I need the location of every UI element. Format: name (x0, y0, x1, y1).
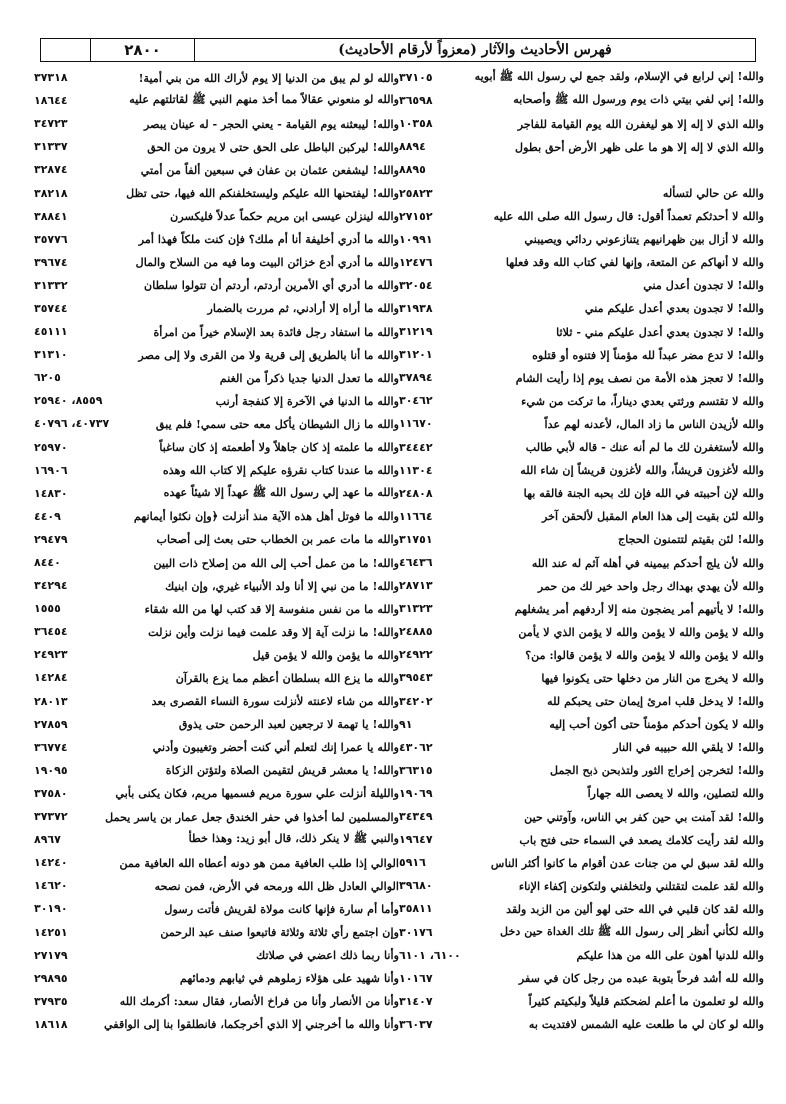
index-entry (399, 297, 764, 320)
index-entry (399, 412, 764, 435)
hadith-text: والله ما يؤمن والله لا يؤمن قيل (252, 647, 399, 662)
index-entry (399, 482, 764, 505)
hadith-number: ٣٨٢١٨ (34, 186, 68, 200)
index-entry (34, 528, 399, 551)
index-entry (34, 643, 399, 666)
page-title: فهرس الأحاديث والآثار (معزواً لأرقام الأحاديث) (338, 42, 612, 58)
hadith-text: والله ما من نفس منفوسة إلا قد كتب لها من الله شقاء (144, 601, 399, 616)
hadith-number: ١٦٩٠٦ (34, 463, 68, 477)
hadith-number: ٣٤٤٤٢ (399, 440, 433, 454)
hadith-number: ١٠٣٥٨ (399, 117, 433, 131)
index-entry (399, 251, 764, 274)
hadith-text: والله للدنيا أهون على الله من هذا عليكم (576, 948, 764, 963)
index-entry (399, 736, 764, 759)
hadith-number: ٢٧٨٥٩ (34, 717, 68, 731)
index-entry (34, 666, 399, 689)
hadith-text: والله ما تعدل الدنيا جديا ذكراً من الغنم (219, 370, 399, 385)
hadith-text: والله الذي لا إله إلا هو ما على ظهر الأرض أحق بطول (515, 139, 764, 154)
index-entry (399, 805, 764, 828)
hadith-text: والله! ليركبن الباطل على الحق حتى لا يرون من الحق (147, 139, 399, 154)
hadith-text: والله لا تقتسم ورثتي بعدي ديناراً، ما تركت من شيء (521, 393, 764, 408)
hadith-number: ٣١٤٠٧ (399, 994, 433, 1008)
header-empty-cell (41, 39, 91, 61)
hadith-number: ٣١٣٣٢ (34, 278, 68, 292)
index-entry (34, 251, 399, 274)
index-entry (399, 89, 764, 112)
hadith-number: ٢٤٨٨٥ (399, 625, 433, 639)
hadith-text: والله لو منعوني عقالاً مما أخذ منهم النبي ﷺ لقاتلتهم عليه (129, 92, 399, 107)
index-entry (399, 505, 764, 528)
index-entry (34, 736, 399, 759)
hadith-text: والله لو كان لي ما طلعت عليه الشمس لافتديت به (528, 1017, 764, 1032)
index-entry (399, 620, 764, 643)
index-entry (399, 181, 764, 204)
hadith-text: والله لو تعلمون ما أعلم لضحكتم قليلاً ولبكيتم كثيراً (528, 994, 764, 1009)
hadith-text: والله لو لم يبق من الدنيا إلا يوم لأراك الله من بني أمية! (138, 70, 399, 85)
hadith-number: ١٠١٦٧ (399, 971, 433, 985)
index-entry (399, 666, 764, 689)
index-entry (34, 828, 399, 851)
index-entry (399, 343, 764, 366)
hadith-number: ٣٧٣١٨ (34, 71, 68, 85)
index-entry (399, 713, 764, 736)
hadith-text: وأما أم سارة فإنها كانت مولاة لقريش فأتت رسول (164, 901, 399, 916)
index-entry (34, 990, 399, 1013)
hadith-text: والله لا أحدثكم تعمداً أقول: قال رسول الله صلى الله عليه (493, 209, 764, 224)
hadith-text: والله لقد رأيت كلامك يصعد في السماء حتى فتح باب (519, 832, 764, 847)
hadith-text: والله من شاء لاعنته لأنزلت سورة النساء القصرى بعد (151, 694, 399, 709)
index-entry (34, 874, 399, 897)
hadith-number: ١٤٢٨٤ (34, 671, 68, 685)
hadith-number: ٢٩٤٧٩ (34, 532, 68, 546)
hadith-text: وأنا شهيد على هؤلاء زملوهم في ثيابهم ودمائهم (179, 971, 399, 986)
hadith-text: والله! لا يدخل قلب امرئ إيمان حتى يحبكم لله (547, 694, 764, 709)
index-entry (34, 436, 399, 459)
hadith-number: ٤٠٧٣٧، ٤٠٧٩٦ (34, 417, 110, 431)
hadith-number: ١١٦٦٤ (399, 509, 433, 523)
hadith-text: والله! لا تجدون بعدي أعدل عليكم مني (584, 301, 764, 316)
index-entry (34, 89, 399, 112)
hadith-text: والله! لا تجدون بعدي أعدل عليكم مني - ثلاثا (556, 324, 764, 339)
index-entry (34, 112, 399, 135)
index-entry (399, 274, 764, 297)
index-entry (399, 528, 764, 551)
hadith-number: ٣٦٤٥٤ (34, 625, 68, 639)
hadith-number: ١٤٢٥١ (34, 925, 68, 939)
hadith-number: ٣٧١٠٥ (399, 71, 433, 85)
hadith-text: والله لا يؤمن والله لا يؤمن والله لا يؤمن قالوا: من؟ (525, 647, 764, 662)
hadith-text: والله! لا تدع مضر عبداً لله مؤمناً إلا فتنوه أو قتلوه (532, 347, 764, 362)
hadith-text: والله! لا يلقي الله حبيبه في النار (613, 740, 764, 755)
index-entry (399, 897, 764, 920)
hadith-text: والله لقد سبق لي من جنات عدن أقوام ما كانوا أكثر الناس (490, 855, 764, 870)
hadith-number: ٣٨٨٤١ (34, 209, 68, 223)
index-entry (34, 459, 399, 482)
index-entry (399, 643, 764, 666)
index-entry (399, 828, 764, 851)
hadith-number: ١٩٠٩٥ (34, 763, 68, 777)
index-entry (34, 690, 399, 713)
hadith-number: ٣٢٠٥٤ (399, 278, 433, 292)
hadith-number: ٣٩٥٤٣ (399, 671, 433, 685)
hadith-number: ٣٠١٩٠ (34, 902, 68, 916)
hadith-number: ٥٩١٦ (399, 856, 426, 870)
hadith-text: والله لتصلين، والله لا يعصى الله جهاراً (587, 786, 764, 801)
hadith-text: والله! ما نزلت آية إلا وقد علمت فيما نزلت وأين نزلت (148, 624, 399, 639)
hadith-text: والله! ليفتحنها الله عليكم وليستخلفنكم الله فيها، حتى تظل (126, 186, 399, 201)
hadith-text: والمسلمين لما أخذوا في حفر الخندق جعل عمار بن ياسر يحمل (105, 809, 399, 824)
hadith-number: ٣٤٢٠٢ (399, 694, 433, 708)
index-entry (34, 66, 399, 89)
index-entry (34, 274, 399, 297)
index-entry (399, 990, 764, 1013)
hadith-text: والليلة أنزلت علي سورة مريم فسميها مريم، فكان يكنى بأبي (115, 786, 399, 801)
hadith-number: ٤٤٠٩ (34, 509, 61, 523)
hadith-number: ١٨٦١٨ (34, 1017, 68, 1031)
hadith-number: ٣٥٨١١ (399, 902, 433, 916)
hadith-text: والله الذي لا إله إلا هو ليغفرن الله يوم القيامة للفاجر (517, 116, 764, 131)
hadith-text: والله لا أزال بين ظهرانيهم يتنازعوني ردائي ويصيبني (524, 232, 764, 247)
hadith-text: والله ما يزع الله بسلطان أعظم مما يزع بالقرآن (175, 670, 399, 685)
index-entry (34, 620, 399, 643)
hadith-number: ١٥٥٥ (34, 602, 61, 616)
hadith-number: ٣١٧٥١ (399, 532, 433, 546)
hadith-text: والله ما أدري أي الأمرين أردتم، أردتم أن تتولوا سلطان (144, 278, 399, 293)
index-entry (34, 205, 399, 228)
hadith-number: ٣٦٥٩٨ (399, 94, 433, 108)
index-entry (399, 135, 764, 158)
hadith-number: ٢٤٨٠٨ (399, 486, 433, 500)
hadith-number: ١٨٦٤٤ (34, 94, 68, 108)
hadith-text: والله لأستغفرن لك ما لم أنه عنك - قاله لأبي طالب (525, 440, 764, 455)
index-entry (399, 1013, 764, 1036)
index-entry (34, 389, 399, 412)
hadith-text: والنبي ﷺ لا ينكر ذلك، قال أبو زيد: وهذا خطأ (188, 831, 399, 846)
hadith-text: والله! لقد آمنت بي حين كفر بي الناس، وآوتني حين (524, 809, 764, 824)
hadith-text: والله! ليبعثنه يوم القيامة - يعني الحجر - له عينان يبصر (143, 116, 399, 131)
hadith-number: ٣١٣١٠ (34, 348, 68, 362)
hadith-text: والله ما الدنيا في الآخرة إلا كنفجة أرنب (215, 393, 399, 408)
hadith-text: والله لا يؤمن والله لا يؤمن والله لا يؤمن الذي لا يأمن (518, 624, 764, 639)
hadith-number: ٨٨٩٥ (399, 163, 426, 177)
index-entry (399, 228, 764, 251)
hadith-number: ١٠٩٩١ (399, 232, 433, 246)
hadith-text: والله! ما من عمل أحب إلى الله من إصلاح ذات البين (153, 555, 399, 570)
hadith-text: والله! ما من نبي إلا أنا ولد الأنبياء غيري، وإن ابنيك (165, 578, 399, 593)
hadith-number: ٢٨٠١٣ (34, 694, 68, 708)
hadith-number: ٣١٣٢٣ (399, 602, 433, 616)
hadith-number: ٣٦٠٣٧ (399, 1017, 433, 1031)
hadith-text: والله لينزلن عيسى ابن مريم حكماً عدلاً فليكسرن (170, 209, 399, 224)
hadith-number: ١١٦٧٠ (399, 417, 433, 431)
hadith-number: ٣٧٩٣٥ (34, 994, 68, 1008)
index-entry (399, 436, 764, 459)
hadith-text: والله! لتخرجن إخراج الثور ولتذبحن ذبح الجمل (549, 763, 764, 778)
right-column (399, 66, 764, 1096)
hadith-number: ٦١٠٠، ٦١٠١ (399, 948, 461, 962)
hadith-number: ٣٩٦٧٤ (34, 255, 68, 269)
index-entry (399, 944, 764, 967)
index-entry (34, 574, 399, 597)
index-entry (34, 482, 399, 505)
hadith-number: ١٩٠٦٩ (399, 786, 433, 800)
index-entry (399, 920, 764, 943)
hadith-number: ٣٤٧٢٣ (34, 117, 68, 131)
hadith-text: والله لا يكون أحدكم مؤمناً حتى أكون أحب إليه (549, 717, 764, 732)
hadith-number: ٣٠١٧٦ (399, 925, 433, 939)
hadith-text: والله عن حالي لتسأله (662, 186, 764, 201)
hadith-number: ٣٧٨٩٤ (399, 371, 433, 385)
hadith-number: ٦٢٠٥ (34, 371, 61, 385)
index-entry (399, 366, 764, 389)
hadith-number: ٢٥٩٧٠ (34, 440, 68, 454)
hadith-text: والله لا يخرج من النار من دخلها حتى يكونوا فيها (541, 670, 764, 685)
index-entry (399, 851, 764, 874)
index-entry (34, 782, 399, 805)
hadith-text: والله لأزيدن الناس ما زاد المال، لأعدنه لهم عداً (544, 416, 764, 431)
index-entry (34, 713, 399, 736)
hadith-number: ٣٦٧٧٤ (34, 740, 68, 754)
hadith-text: الوالي إذا طلب العافية ممن هو دونه أعطاه الله العافية ممن (119, 855, 399, 870)
hadith-text: والله لله أشد فرحاً بتوبة عبده من رجل كان في سفر (518, 971, 764, 986)
hadith-number: ٢٩٨٩٥ (34, 971, 68, 985)
hadith-text: وأنا من الأنصار وأنا من فراخ الأنصار، فقال سعد: أكرمك الله (119, 994, 399, 1009)
hadith-text: والله يا عمرا إنك لتعلم أني كنت أحضر وتغيبون وأدني (152, 740, 399, 755)
hadith-number: ٣٧٥٨٠ (34, 786, 68, 800)
hadith-text: والله ما عهد إلي رسول الله ﷺ عهداً إلا شيئاً عهده (163, 484, 399, 499)
hadith-number: ٢٤٩٢٣ (34, 648, 68, 662)
hadith-text: والله لأن يلج أحدكم بيمينه في أهله آثم له عند الله (531, 555, 764, 570)
index-entry (34, 759, 399, 782)
hadith-text: والله ما علمته إذ كان جاهلاً ولا أطعمته إذ كان ساغباً (159, 440, 399, 455)
hadith-text: والله ما استفاد رجل فائدة بعد الإسلام خيراً من امرأة (153, 324, 399, 339)
hadith-text: والله! إني لفي بيتي ذات يوم ورسول الله ﷺ وأصحابه (513, 92, 764, 107)
index-entry (399, 158, 764, 181)
index-entry (399, 320, 764, 343)
index-entry (34, 967, 399, 990)
hadith-number: ١٩٦٤٧ (399, 833, 433, 847)
index-entry (34, 805, 399, 828)
hadith-text: والله لكأني أنظر إلى رسول الله ﷺ تلك الغداة حين دخل (499, 923, 764, 938)
hadith-text: والله لإن أحببته في الله فإن لك بحبه الجنة فالقه بها (523, 486, 764, 501)
hadith-number: ١٢٤٧٦ (399, 255, 433, 269)
hadith-number: ٢٨٧١٣ (399, 579, 433, 593)
hadith-number: ٤٣٠٦٢ (399, 740, 433, 754)
index-entry (399, 574, 764, 597)
page-header (40, 38, 756, 62)
hadith-text: وإن اجتمع رأي ثلاثة وثلاثة فاتبعوا صنف عبد الرحمن (160, 925, 399, 940)
hadith-text: والله! إني لرابع في الإسلام، ولقد جمع لي رسول الله ﷺ أبويه (474, 69, 764, 84)
hadith-text: وأنا والله ما أخرجني إلا الذي أخرجكما، فانطلقوا بنا إلى الواقفي (103, 1017, 399, 1032)
hadith-text: والله لقد علمت لتقتلني ولتخلفني ولتكونن إكفاء الإناء (518, 878, 764, 893)
hadith-number: ٣٥٧٧٦ (34, 232, 68, 246)
index-entry (34, 412, 399, 435)
index-entry (34, 320, 399, 343)
hadith-number: ٢٤٩٢٢ (399, 648, 433, 662)
hadith-text: والله ما أراه إلا أرادني، ثم مررت بالضمار (207, 301, 399, 316)
hadith-number: ٣١٢١٩ (399, 325, 433, 339)
index-entry (34, 851, 399, 874)
hadith-text: والله ما أدري أخليفة أنا أم ملك؟ فإن كنت ملكاً فهذا أمر (138, 232, 399, 247)
hadith-text: والله لقد كان قلبي في الله حتى لهو ألين من الزبد ولقد (506, 901, 764, 916)
index-entry (34, 366, 399, 389)
hadith-text: والله! لا يأتيهم أمر يضجون منه إلا أردفهم أمر يشغلهم (514, 601, 764, 616)
hadith-text: والله ما عندنا كتاب نقرؤه عليكم إلا كتاب الله وهذه (162, 463, 399, 478)
hadith-number: ٨٩٦٧ (34, 833, 61, 847)
hadith-text: والله! لا تجدون أعدل مني (643, 278, 764, 293)
index-entry (399, 782, 764, 805)
index-entry (399, 112, 764, 135)
hadith-number: ٩١ (399, 717, 413, 731)
hadith-number: ٤٦٤٣٦ (399, 556, 433, 570)
hadith-number: ١٤٢٤٠ (34, 856, 68, 870)
hadith-number: ٣٧٣٧٢ (34, 810, 68, 824)
index-entry (34, 158, 399, 181)
hadith-number: ٢٥٨٢٣ (399, 186, 433, 200)
page-number: ٢٨٠٠ (91, 39, 195, 61)
hadith-text: والله لا أنهاكم عن المتعة، وإنها لفي كتاب الله وقد فعلها (505, 255, 764, 270)
hadith-number: ٣٥٧٤٤ (34, 301, 68, 315)
hadith-text: والله! ليشفعن عثمان بن عفان في سبعين ألفاً من أمتي (140, 162, 399, 177)
hadith-number: ٨٤٤٠ (34, 556, 61, 570)
hadith-number: ٤٥١١١ (34, 325, 68, 339)
hadith-number: ١١٣٠٤ (399, 463, 433, 477)
index-entry (399, 759, 764, 782)
hadith-text: والله ما مات عمر بن الخطاب حتى بعث إلى أصحاب (156, 532, 399, 547)
index-entry (34, 920, 399, 943)
hadith-text: والله ما فوتل أهل هذه الآية منذ أنزلت ﴿وإن نكثوا أيمانهم (133, 509, 399, 524)
hadith-number: ١٤٦٢٠ (34, 879, 68, 893)
index-entry (399, 551, 764, 574)
index-entry (34, 597, 399, 620)
index-entry (34, 505, 399, 528)
hadith-number: ٨٨٩٤ (399, 140, 426, 154)
index-entry (399, 597, 764, 620)
hadith-number: ٣٤٢٩٤ (34, 579, 68, 593)
index-entry (34, 297, 399, 320)
hadith-number: ٣٤٣٤٩ (399, 810, 433, 824)
index-entry (399, 389, 764, 412)
hadith-number: ٣١٣٣٧ (34, 140, 68, 154)
hadith-text: والله! لا تعجز هذه الأمة من نصف يوم إذا رأيت الشام (515, 370, 764, 385)
index-entry (399, 205, 764, 228)
hadith-text: والله! يا تهمة لا ترجعين لعبد الرحمن حتى يذوق (178, 717, 399, 732)
hadith-text: والله! لئن بقيتم لتتمنون الحجاج (618, 532, 764, 547)
index-entry (34, 343, 399, 366)
hadith-text: والله لأن يهدي بهداك رجل واحد خير لك من حمر (537, 578, 764, 593)
index-entry (34, 181, 399, 204)
hadith-number: ٣١٢٠١ (399, 348, 433, 362)
index-entry (34, 897, 399, 920)
hadith-text: وأنا ربما ذلك اعضي في صلاتك (256, 948, 399, 963)
index-entry (34, 228, 399, 251)
hadith-number: ٣١٩٣٨ (399, 301, 433, 315)
hadith-text: والله لأغزون قريشاً، والله لأغزون قريشاً إن شاء الله (520, 463, 764, 478)
hadith-number: ٢٧١٥٢ (399, 209, 433, 223)
index-columns (34, 66, 764, 1096)
left-column (34, 66, 399, 1096)
hadith-number: ٣٢٨٧٤ (34, 163, 68, 177)
index-entry (34, 1013, 399, 1036)
hadith-text: والله ما أدري أدع خزائن البيت وما فيه من السلاح والمال (135, 255, 399, 270)
index-entry (399, 690, 764, 713)
index-entry (399, 459, 764, 482)
index-entry (34, 944, 399, 967)
hadith-number: ٨٥٥٩، ٢٥٩٤٠ (34, 394, 103, 408)
index-entry (399, 874, 764, 897)
index-entry (34, 135, 399, 158)
hadith-text: والله ما أنا بالطريق إلى قرية ولا من القرى ولا إلى مصر (138, 347, 399, 362)
hadith-number: ٢٧١٧٩ (34, 948, 68, 962)
hadith-text: والله ما زال الشيطان يأكل معه حتى سمي! فلم يبق (155, 416, 399, 431)
hadith-number: ١٤٨٣٠ (34, 486, 68, 500)
index-entry (399, 967, 764, 990)
hadith-text: والله لئن بقيت إلى هذا العام المقبل لألحقن آخر (541, 509, 764, 524)
hadith-number: ٣٠٤٦٢ (399, 394, 433, 408)
index-entry (399, 66, 764, 89)
hadith-number: ٣٦٣١٥ (399, 763, 433, 777)
hadith-text: الوالي العادل ظل الله ورمحه في الأرض، فمن نصحه (154, 878, 399, 893)
hadith-text: والله! يا معشر قريش لتقيمن الصلاة ولتؤتن الزكاة (165, 763, 399, 778)
index-entry (34, 551, 399, 574)
hadith-number: ٣٩٦٨٠ (399, 879, 433, 893)
